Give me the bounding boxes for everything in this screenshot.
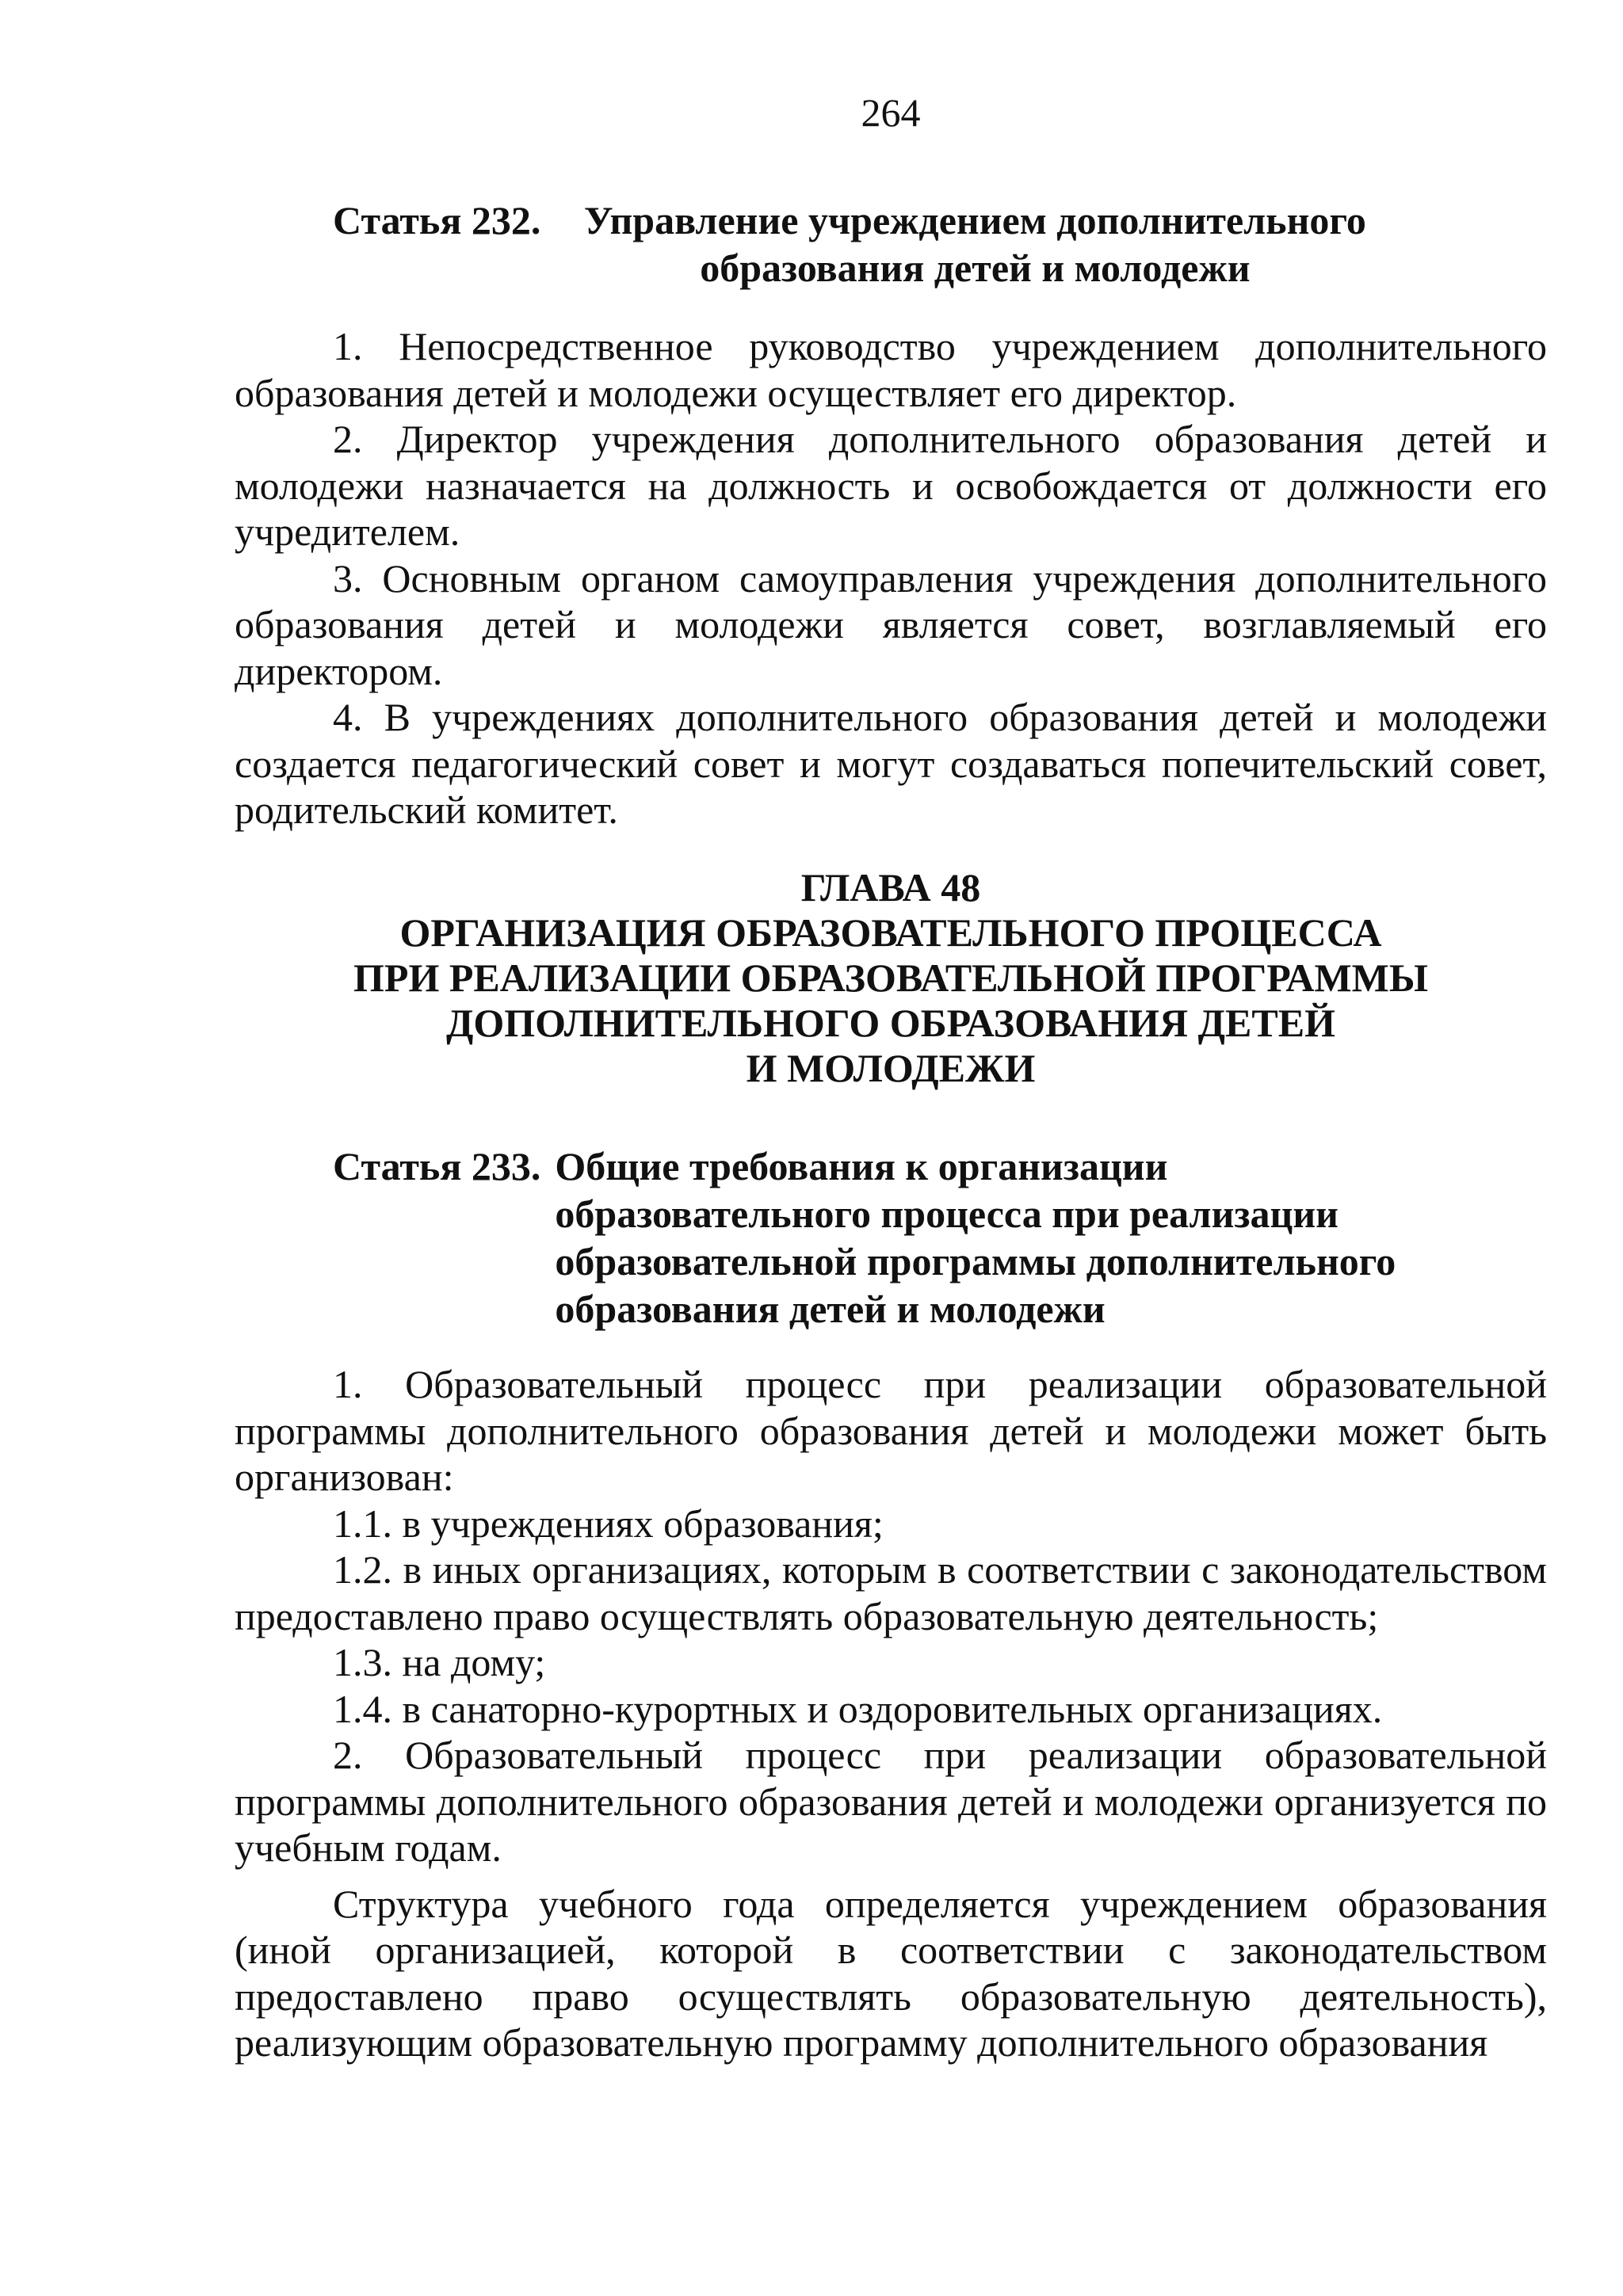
chapter-line: ПРИ РЕАЛИЗАЦИИ ОБРАЗОВАТЕЛЬНОЙ ПРОГРАММЫ [353,955,1428,1000]
paragraph: 1.3. на дому; [333,1640,546,1684]
paragraph: 4. В учреждениях дополнительного образования детей и молодежи создается педагогический совет и могут создаваться попечительский совет, родительский комитет. [235,695,1547,832]
chapter-line: ГЛАВА 48 [800,865,981,910]
article-233-heading [333,1142,1458,1333]
paragraph: 1.1. в учреждениях образования; [333,1501,884,1546]
paragraph: Структура учебного года определяется учреждением образования (иной организацией, которой в соответствии с законодательством предоставлено право осуществлять образовательную деятельность), реализующим образовательную программу дополнительного образования [235,1881,1547,2065]
article-233-number: Статья 233. [333,1144,541,1188]
chapter-line: ОРГАНИЗАЦИЯ ОБРАЗОВАТЕЛЬНОГО ПРОЦЕССА [399,910,1382,955]
article-233-title [540,1142,1458,1333]
page-number: 264 [861,90,921,135]
chapter-line: ДОПОЛНИТЕЛЬНОГО ОБРАЗОВАНИЯ ДЕТЕЙ [446,1001,1335,1045]
paragraph: 1.4. в санаторно-курортных и оздоровительных организациях. [333,1686,1383,1731]
article-232-title [540,196,1395,292]
article-233-title-line: образования детей и молодежи [555,1287,1106,1331]
chapter-48-heading [235,865,1547,1091]
paragraph: 2. Образовательный процесс при реализации образовательной программы дополнительного образования детей и молодежи организуется по учебным годам. [235,1733,1547,1870]
article-233-body [235,1361,1547,2066]
paragraph: 1.2. в иных организациях, которым в соответствии с законодательством предоставлено право осуществлять образовательную деятельность; [235,1547,1547,1638]
paragraph: 2. Директор учреждения дополнительного образования детей и молодежи назначается на должность и освобождается от должности его учредителем. [235,417,1547,554]
article-232-number: Статья 232. [333,198,541,242]
paragraph: 3. Основным органом самоуправления учреждения дополнительного образования детей и молодежи является совет, возглавляемый его директором. [235,555,1547,693]
article-232-body [235,323,1547,833]
paragraph: 1. Непосредственное руководство учреждением дополнительного образования детей и молодежи осуществляет его директор. [235,324,1547,415]
article-232-title-line: Управление учреждением дополнительного [583,198,1366,242]
article-233-title-line: Общие требования к организации [555,1144,1168,1188]
article-232-heading [333,196,1395,292]
article-233-title-line: образовательного процесса при реализации [555,1192,1338,1236]
chapter-line: И МОЛОДЕЖИ [746,1046,1036,1090]
article-233-title-line: образовательной программы дополнительного [555,1239,1396,1283]
article-232-title-line: образования детей и молодежи [700,246,1251,290]
paragraph: 1. Образовательный процесс при реализации образовательной программы дополнительного образования детей и молодежи может быть организован: [235,1362,1547,1499]
